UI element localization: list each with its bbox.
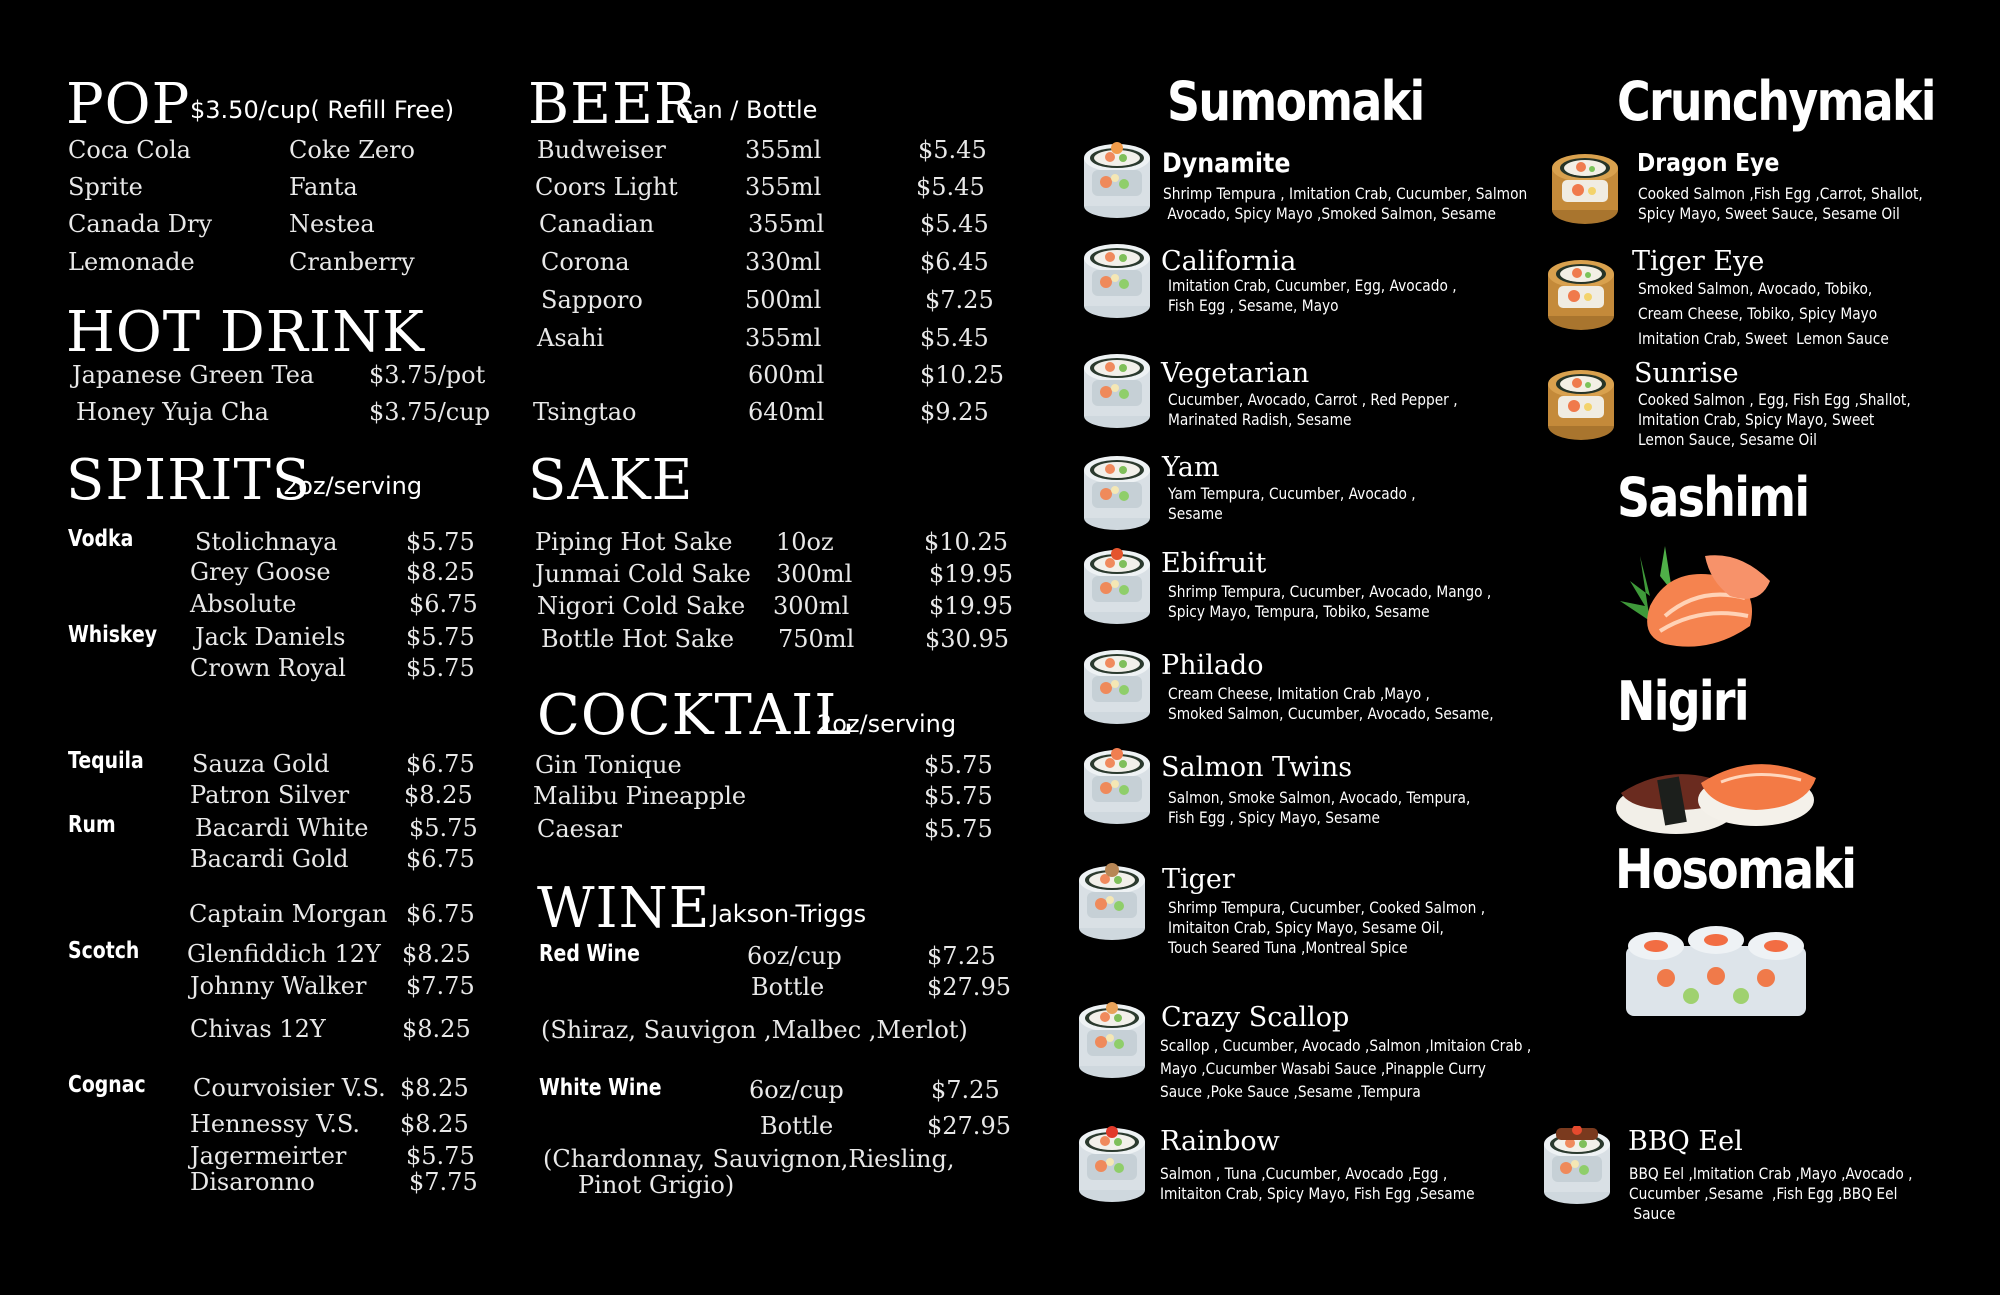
pop-price-note: $3.50/cup( Refill Free) xyxy=(190,96,455,124)
ebifruit-roll-image xyxy=(1080,546,1154,628)
spirit-item: Absolute xyxy=(190,590,297,618)
beer-size: 330ml xyxy=(745,248,822,276)
roll-desc-ebifruit: Shrimp Tempura, Cucumber, Avocado, Mango , Spicy Mayo, Tempura, Tobiko, Sesame xyxy=(1168,582,1492,621)
roll-name-crazy-scallop: Crazy Scallop xyxy=(1161,1002,1350,1033)
wine-varieties: Pinot Grigio) xyxy=(578,1171,735,1199)
spirit-price: $8.25 xyxy=(400,1110,469,1138)
spirit-item: Bacardi White xyxy=(195,814,369,842)
hot-drink-title: HOT DRINK xyxy=(66,300,425,365)
roll-name-philado: Philado xyxy=(1161,650,1264,681)
wine-category-red: Red Wine xyxy=(539,941,640,967)
beer-price: $5.45 xyxy=(920,324,989,352)
cocktail-note: 2oz/serving xyxy=(817,710,957,738)
spirit-price: $5.75 xyxy=(409,814,478,842)
beer-item: Tsingtao xyxy=(533,398,637,426)
cocktail-price: $5.75 xyxy=(924,751,993,779)
wine-cup: 6oz/cup xyxy=(749,1076,844,1104)
pop-item: Fanta xyxy=(289,173,358,201)
beer-price: $5.45 xyxy=(916,173,985,201)
sake-title: SAKE xyxy=(528,448,694,513)
beer-price: $9.25 xyxy=(920,398,989,426)
roll-name-dragon-eye: Dragon Eye xyxy=(1637,148,1780,177)
hosomaki-title: Hosomaki xyxy=(1615,838,1856,901)
roll-desc-salmon-twins: Salmon, Smoke Salmon, Avocado, Tempura, Fish Egg , Spicy Mayo, Sesame xyxy=(1168,788,1471,827)
beer-size: 355ml xyxy=(745,136,822,164)
hosomaki-image xyxy=(1616,906,1816,1026)
spirits-title: SPIRITS xyxy=(66,448,312,513)
sashimi-image xyxy=(1610,536,1780,656)
pop-item: Coke Zero xyxy=(289,136,415,164)
spirit-price: $6.75 xyxy=(409,590,478,618)
spirit-item: Jack Daniels xyxy=(195,623,346,651)
roll-desc-sunrise: Cooked Salmon , Egg, Fish Egg ,Shallot, Imitation Crab, Spicy Mayo, Sweet Lemon Sauce, Sesame Oil xyxy=(1638,390,1911,449)
spirit-price: $8.25 xyxy=(402,1015,471,1043)
pop-title: POP xyxy=(66,72,191,137)
cocktail-item: Gin Tonique xyxy=(535,751,682,779)
roll-desc-yam: Yam Tempura, Cucumber, Avocado , Sesame xyxy=(1168,484,1416,523)
wine-price: $27.95 xyxy=(927,973,1011,1001)
pop-item: Canada Dry xyxy=(68,210,213,238)
spirit-item: Bacardi Gold xyxy=(190,845,349,873)
wine-price: $7.25 xyxy=(931,1076,1000,1104)
beer-price: $10.25 xyxy=(920,361,1004,389)
beer-price: $7.25 xyxy=(925,286,994,314)
pop-item: Lemonade xyxy=(68,248,195,276)
spirit-item: Johnny Walker xyxy=(190,972,367,1000)
spirit-item: Hennessy V.S. xyxy=(190,1110,361,1138)
nigiri-title: Nigiri xyxy=(1617,670,1748,733)
beer-size: 640ml xyxy=(748,398,825,426)
spirit-price: $8.25 xyxy=(400,1074,469,1102)
roll-desc-tiger-eye: Smoked Salmon, Avocado, Tobiko, Cream Cheese, Tobiko, Spicy Mayo Imitation Crab, Sweet Lemon Sauce xyxy=(1638,279,1889,348)
beer-price: $6.45 xyxy=(920,248,989,276)
spirit-price: $6.75 xyxy=(406,900,475,928)
vegetarian-roll-image xyxy=(1080,350,1154,432)
sake-price: $19.95 xyxy=(929,560,1013,588)
beer-price: $5.45 xyxy=(920,210,989,238)
beer-size: 355ml xyxy=(745,173,822,201)
roll-desc-tiger: Shrimp Tempura, Cucumber, Cooked Salmon , Imitaiton Crab, Spicy Mayo, Sesame Oil, Touch Seared Tuna ,Montreal Spice xyxy=(1168,898,1486,957)
yam-roll-image xyxy=(1080,452,1154,534)
sake-price: $19.95 xyxy=(929,592,1013,620)
beer-item: Asahi xyxy=(537,324,605,352)
beer-title: BEER xyxy=(528,72,698,137)
tiger-roll-image xyxy=(1075,862,1149,944)
spirit-category-scotch: Scotch xyxy=(68,938,140,964)
spirit-category-rum: Rum xyxy=(68,812,116,838)
spirit-item: Crown Royal xyxy=(190,654,346,682)
spirit-item: Courvoisier V.S. xyxy=(193,1074,386,1102)
beer-item: Canadian xyxy=(539,210,655,238)
spirit-item: Sauza Gold xyxy=(192,750,330,778)
sake-size: 750ml xyxy=(778,625,855,653)
wine-title: WINE xyxy=(537,876,711,941)
beer-size: 355ml xyxy=(745,324,822,352)
wine-price: $27.95 xyxy=(927,1112,1011,1140)
cocktail-price: $5.75 xyxy=(924,815,993,843)
hot-drink-price: $3.75/pot xyxy=(369,361,486,389)
hot-drink-item: Honey Yuja Cha xyxy=(76,398,269,426)
spirit-category-cognac: Cognac xyxy=(68,1072,146,1098)
pop-item: Nestea xyxy=(289,210,375,238)
roll-name-bbq-eel: BBQ Eel xyxy=(1628,1126,1743,1157)
roll-name-ebifruit: Ebifruit xyxy=(1161,548,1267,579)
wine-price: $7.25 xyxy=(927,942,996,970)
roll-desc-crazy-scallop: Scallop , Cucumber, Avocado ,Salmon ,Imitaion Crab , Mayo ,Cucumber Wasabi Sauce ,Pinapple Curry Sauce ,Poke Sauce ,Sesame ,Tempura xyxy=(1160,1036,1532,1101)
spirit-price: $8.25 xyxy=(402,940,471,968)
roll-desc-philado: Cream Cheese, Imitation Crab ,Mayo , Smoked Salmon, Cucumber, Avocado, Sesame, xyxy=(1168,684,1494,723)
sake-size: 300ml xyxy=(776,560,853,588)
bbq-eel-roll-image xyxy=(1540,1126,1614,1208)
salmon-twins-roll-image xyxy=(1080,746,1154,828)
wine-note: Jakson-Triggs xyxy=(711,900,867,928)
sashimi-title: Sashimi xyxy=(1617,466,1809,529)
spirit-price: $8.25 xyxy=(404,781,473,809)
roll-desc-california: Imitation Crab, Cucumber, Egg, Avocado , Fish Egg , Sesame, Mayo xyxy=(1168,276,1457,315)
spirit-price: $7.75 xyxy=(406,972,475,1000)
roll-name-california: California xyxy=(1161,246,1297,277)
sake-item: Junmai Cold Sake xyxy=(535,560,751,588)
wine-category-white: White Wine xyxy=(539,1075,662,1101)
roll-desc-rainbow: Salmon , Tuna ,Cucumber, Avocado ,Egg , Imitaiton Crab, Spicy Mayo, Fish Egg ,Sesame xyxy=(1160,1164,1475,1203)
sake-item: Piping Hot Sake xyxy=(535,528,733,556)
spirit-category-vodka: Vodka xyxy=(68,526,134,552)
hot-drink-price: $3.75/cup xyxy=(369,398,491,426)
california-roll-image xyxy=(1080,240,1154,322)
spirit-price: $5.75 xyxy=(406,654,475,682)
roll-name-yam: Yam xyxy=(1162,452,1220,483)
sake-item: Nigori Cold Sake xyxy=(537,592,746,620)
spirit-price: $8.25 xyxy=(406,558,475,586)
sake-price: $30.95 xyxy=(925,625,1009,653)
roll-desc-dragon-eye: Cooked Salmon ,Fish Egg ,Carrot, Shallot, Spicy Mayo, Sweet Sauce, Sesame Oil xyxy=(1638,184,1923,223)
spirit-item: Captain Morgan xyxy=(189,900,388,928)
dynamite-roll-image xyxy=(1080,140,1154,222)
wine-bottle: Bottle xyxy=(751,973,825,1001)
beer-item: Coors Light xyxy=(535,173,678,201)
spirit-price: $6.75 xyxy=(406,845,475,873)
crazy-scallop-roll-image xyxy=(1075,1000,1149,1082)
roll-name-tiger-eye: Tiger Eye xyxy=(1632,246,1765,277)
sake-item: Bottle Hot Sake xyxy=(541,625,735,653)
roll-desc-vegetarian: Cucumber, Avocado, Carrot , Red Pepper , Marinated Radish, Sesame xyxy=(1168,390,1458,429)
sunrise-roll-image xyxy=(1544,366,1618,448)
roll-name-rainbow: Rainbow xyxy=(1160,1126,1280,1157)
roll-name-salmon-twins: Salmon Twins xyxy=(1161,752,1353,783)
beer-price: $5.45 xyxy=(918,136,987,164)
spirits-note: 2oz/serving xyxy=(283,472,423,500)
beer-item: Budweiser xyxy=(537,136,666,164)
roll-desc-bbq-eel: BBQ Eel ,Imitation Crab ,Mayo ,Avocado , Cucumber ,Sesame ,Fish Egg ,BBQ Eel Sauce xyxy=(1629,1164,1913,1223)
roll-name-dynamite: Dynamite xyxy=(1162,148,1291,179)
spirit-price: $5.75 xyxy=(406,623,475,651)
hot-drink-item: Japanese Green Tea xyxy=(72,361,315,389)
pop-item: Sprite xyxy=(68,173,143,201)
beer-size: 600ml xyxy=(748,361,825,389)
wine-varieties: (Chardonnay, Sauvignon,Riesling, xyxy=(543,1145,955,1173)
tiger-eye-roll-image xyxy=(1544,256,1618,338)
spirit-item: Chivas 12Y xyxy=(190,1015,326,1043)
dragon-eye-roll-image xyxy=(1548,150,1622,232)
wine-bottle: Bottle xyxy=(760,1112,834,1140)
spirit-item: Grey Goose xyxy=(190,558,331,586)
spirit-item: Patron Silver xyxy=(190,781,350,809)
nigiri-image xyxy=(1606,738,1826,848)
crunchymaki-title: Crunchymaki xyxy=(1617,70,1935,133)
spirit-item: Jagermeirter xyxy=(190,1142,347,1170)
spirit-price: $5.75 xyxy=(406,528,475,556)
pop-item: Cranberry xyxy=(289,248,415,276)
wine-varieties: (Shiraz, Sauvigon ,Malbec ,Merlot) xyxy=(541,1016,968,1044)
spirit-price: $7.75 xyxy=(409,1168,478,1196)
sake-price: $10.25 xyxy=(924,528,1008,556)
beer-size: 500ml xyxy=(745,286,822,314)
sake-size: 300ml xyxy=(773,592,850,620)
rainbow-roll-image xyxy=(1075,1124,1149,1206)
spirit-item: Disaronno xyxy=(190,1168,315,1196)
cocktail-title: COCKTAIL xyxy=(537,683,853,748)
beer-note: Can / Bottle xyxy=(676,96,818,124)
sumomaki-title: Sumomaki xyxy=(1167,70,1424,133)
pop-item: Coca Cola xyxy=(68,136,191,164)
philado-roll-image xyxy=(1080,646,1154,728)
roll-name-tiger: Tiger xyxy=(1162,864,1235,895)
cocktail-item: Caesar xyxy=(537,815,622,843)
spirit-price: $6.75 xyxy=(406,750,475,778)
spirit-category-whiskey: Whiskey xyxy=(68,622,158,648)
roll-name-vegetarian: Vegetarian xyxy=(1161,358,1310,389)
spirit-price: $5.75 xyxy=(406,1142,475,1170)
spirit-item: Stolichnaya xyxy=(195,528,338,556)
beer-item: Sapporo xyxy=(541,286,643,314)
spirit-item: Glenfiddich 12Y xyxy=(187,940,381,968)
beer-size: 355ml xyxy=(748,210,825,238)
roll-desc-dynamite: Shrimp Tempura , Imitation Crab, Cucumber, Salmon Avocado, Spicy Mayo ,Smoked Salmon, Sesame xyxy=(1163,184,1528,223)
sake-size: 10oz xyxy=(776,528,834,556)
wine-cup: 6oz/cup xyxy=(747,942,842,970)
cocktail-price: $5.75 xyxy=(924,782,993,810)
cocktail-item: Malibu Pineapple xyxy=(533,782,747,810)
roll-name-sunrise: Sunrise xyxy=(1634,358,1739,389)
beer-item: Corona xyxy=(541,248,630,276)
spirit-category-tequila: Tequila xyxy=(68,748,144,774)
